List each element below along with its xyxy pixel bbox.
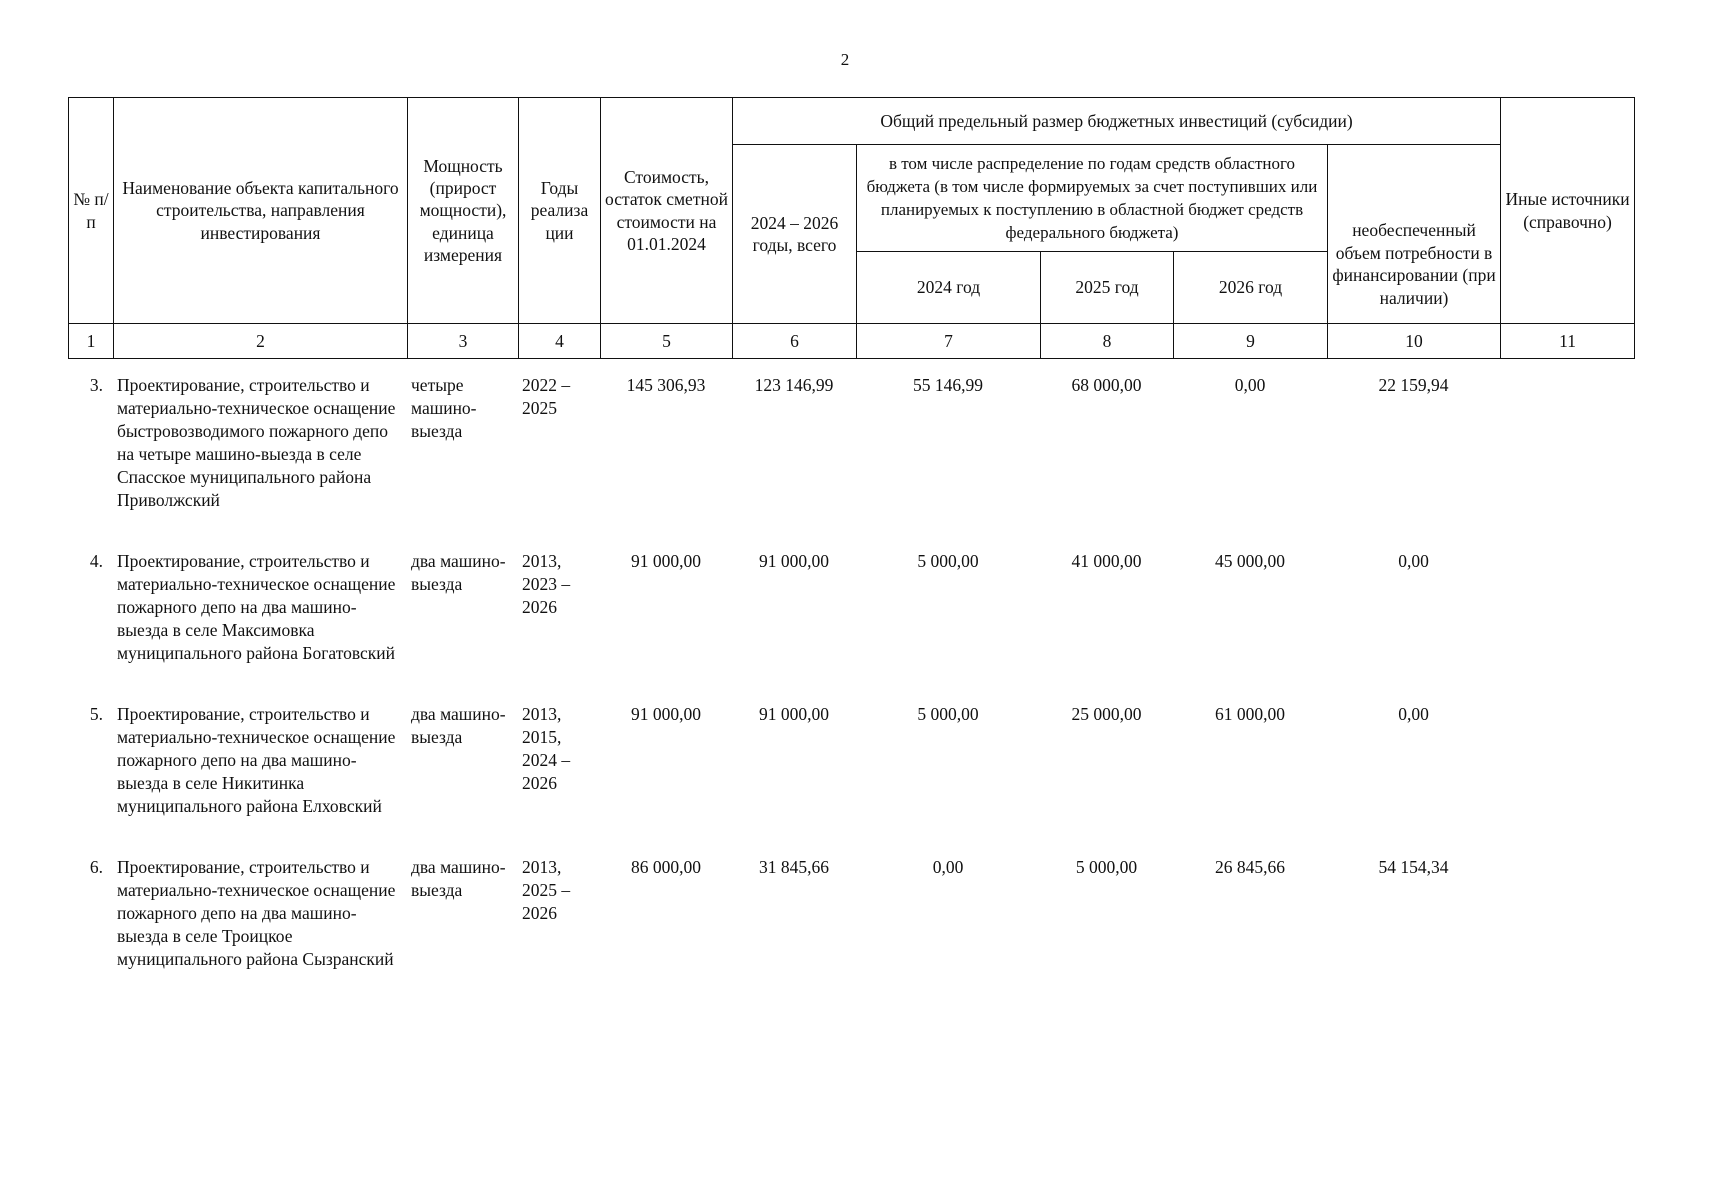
page-number: 2 bbox=[840, 50, 850, 69]
object-name: Проектирование, строительство и материально-техническое оснащение пожарного депо на два машино-выезда в селе Никитинка муниципального района Елховский bbox=[117, 704, 396, 816]
amount-2025: 68 000,00 bbox=[1071, 375, 1142, 395]
unfunded-amount: 0,00 bbox=[1398, 704, 1429, 724]
unfunded-amount: 22 159,94 bbox=[1378, 375, 1449, 395]
capacity: два машино-выезда bbox=[411, 704, 506, 747]
object-name: Проектирование, строительство и материально-техническое оснащение пожарного депо на два машино-выезда в селе Троицкое муниципального района Сызранский bbox=[117, 857, 396, 969]
header-object-name: Наименование объекта капитального строительства, направления инвестирования bbox=[114, 98, 408, 324]
amount-2025: 25 000,00 bbox=[1071, 704, 1142, 724]
column-number: 6 bbox=[733, 324, 857, 359]
column-number: 5 bbox=[601, 324, 733, 359]
amount-2025: 41 000,00 bbox=[1071, 551, 1142, 571]
header-year-2024: 2024 год bbox=[857, 252, 1041, 324]
amount-2024: 0,00 bbox=[932, 857, 964, 877]
row-number: 6. bbox=[89, 857, 103, 877]
total-2024-2026: 91 000,00 bbox=[759, 551, 829, 571]
years: 2013, 2023 – 2026 bbox=[522, 551, 571, 617]
amount-2026: 45 000,00 bbox=[1215, 551, 1285, 571]
total-2024-2026: 31 845,66 bbox=[759, 857, 829, 877]
other-sources bbox=[1500, 850, 1634, 1003]
header-year-2025: 2025 год bbox=[1041, 252, 1174, 324]
header-capacity: Мощность (прирост мощности), единица измерения bbox=[408, 98, 519, 324]
amount-2025: 5 000,00 bbox=[1075, 857, 1138, 877]
column-number: 4 bbox=[519, 324, 601, 359]
amount-2026: 61 000,00 bbox=[1215, 704, 1285, 724]
cost: 91 000,00 bbox=[631, 551, 701, 571]
total-2024-2026: 123 146,99 bbox=[754, 375, 834, 395]
cost: 86 000,00 bbox=[631, 857, 701, 877]
header-distribution: в том числе распределение по годам средств областного бюджета (в том числе формируемых за счет поступивших или планируемых к поступлению в областной бюджет средств федерального бюджета) bbox=[857, 145, 1328, 252]
unfunded-amount: 0,00 bbox=[1398, 551, 1429, 571]
amount-2024: 5 000,00 bbox=[917, 551, 979, 571]
table-row bbox=[68, 850, 1634, 1003]
amount-2026: 26 845,66 bbox=[1215, 857, 1285, 877]
years: 2013, 2025 – 2026 bbox=[522, 857, 571, 923]
column-number: 10 bbox=[1328, 324, 1501, 359]
header-total-2024-2026: 2024 – 2026 годы, всего bbox=[733, 145, 857, 324]
cost: 91 000,00 bbox=[631, 704, 701, 724]
table-header bbox=[68, 97, 1635, 359]
column-number: 1 bbox=[69, 324, 114, 359]
capacity: два машино-выезда bbox=[411, 551, 506, 594]
header-years: Годы реализа ции bbox=[519, 98, 601, 324]
row-number: 4. bbox=[89, 551, 103, 571]
years: 2013, 2015, 2024 – 2026 bbox=[522, 704, 571, 793]
table-row bbox=[68, 368, 1634, 544]
column-number: 9 bbox=[1174, 324, 1328, 359]
header-year-2026: 2026 год bbox=[1174, 252, 1328, 324]
capacity: четыре машино-выезда bbox=[411, 375, 477, 441]
row-number: 5. bbox=[89, 704, 103, 724]
amount-2024: 55 146,99 bbox=[913, 375, 983, 395]
column-number: 7 bbox=[857, 324, 1041, 359]
amount-2024: 5 000,00 bbox=[917, 704, 979, 724]
other-sources bbox=[1500, 697, 1634, 850]
column-number: 8 bbox=[1041, 324, 1174, 359]
other-sources bbox=[1500, 544, 1634, 697]
column-number: 3 bbox=[408, 324, 519, 359]
total-2024-2026: 91 000,00 bbox=[759, 704, 829, 724]
table-row bbox=[68, 544, 1634, 697]
header-other-sources: Иные источники (справочно) bbox=[1501, 98, 1635, 324]
column-number: 2 bbox=[114, 324, 408, 359]
amount-2026: 0,00 bbox=[1234, 375, 1266, 395]
header-row-number: № п/п bbox=[69, 98, 114, 324]
column-number: 11 bbox=[1501, 324, 1635, 359]
cost: 145 306,93 bbox=[626, 375, 706, 395]
header-unfunded: необеспеченный объем потребности в финансировании (при наличии) bbox=[1328, 145, 1501, 324]
unfunded-amount: 54 154,34 bbox=[1378, 857, 1449, 877]
other-sources bbox=[1500, 368, 1634, 544]
header-cost: Стоимость, остаток сметной стоимости на 01.01.2024 bbox=[601, 98, 733, 324]
row-number: 3. bbox=[89, 375, 103, 395]
years: 2022 – 2025 bbox=[522, 375, 571, 418]
header-budget-group: Общий предельный размер бюджетных инвестиций (субсидии) bbox=[733, 98, 1501, 145]
capacity: два машино-выезда bbox=[411, 857, 506, 900]
object-name: Проектирование, строительство и материально-техническое оснащение быстровозводимого пожарного депо на четыре машино-выезда в селе Спасское муниципального района Приволжский bbox=[117, 375, 396, 510]
object-name: Проектирование, строительство и материально-техническое оснащение пожарного депо на два машино-выезда в селе Максимовка муниципального района Богатовский bbox=[117, 551, 396, 663]
table-row bbox=[68, 697, 1634, 850]
table-body bbox=[68, 368, 1634, 1003]
